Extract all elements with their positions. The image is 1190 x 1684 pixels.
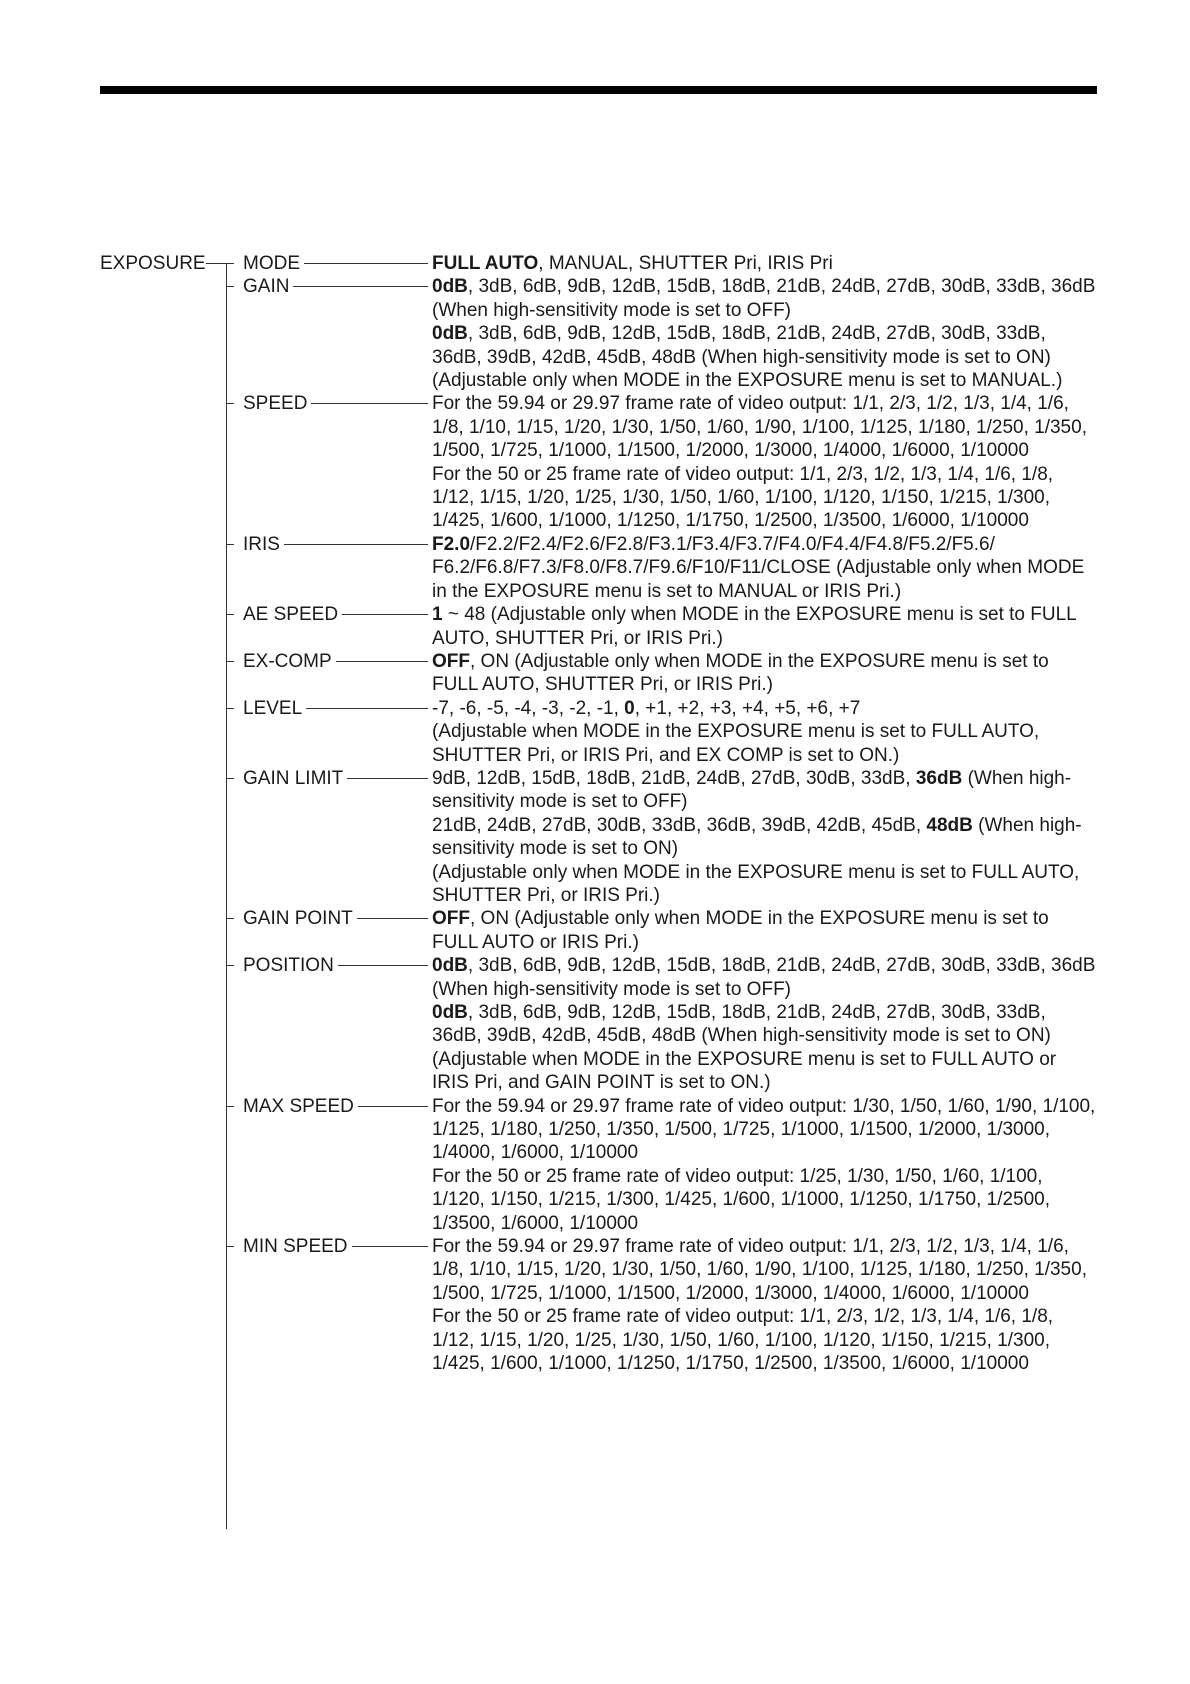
menu-root-label: EXPOSURE [100, 253, 206, 274]
value-paragraph: -7, -6, -5, -4, -3, -2, -1, 0, +1, +2, +3, +4, +5, +6, +7 [432, 697, 861, 719]
menu-item-gain-point [0, 907, 1190, 954]
leader-line [357, 918, 428, 919]
menu-item-label: GAIN [243, 275, 293, 298]
menu-item-values [432, 275, 1097, 392]
leader-line [311, 403, 428, 404]
branch-line [226, 1106, 234, 1107]
value-paragraph: OFF, ON (Adjustable only when MODE in the EXPOSURE menu is set to FULL AUTO, SHUTTER Pri, or IRIS Pri.) [432, 650, 1049, 696]
menu-item-values [432, 252, 1097, 275]
menu-item-speed [0, 392, 1190, 532]
default-value: 0dB [432, 323, 468, 345]
value-paragraph: For the 59.94 or 29.97 frame rate of video output: 1/30, 1/50, 1/60, 1/90, 1/100, 1/125, 1/180, 1/250, 1/350, 1/500, 1/725, 1/1000, 1/1500, 1/2000, 1/3000, 1/4000, 1/6000, 1/10000 [432, 1095, 1096, 1164]
branch-line [226, 286, 234, 287]
value-paragraph: (Adjustable when MODE in the EXPOSURE menu is set to FULL AUTO, SHUTTER Pri, or IRIS Pri, and EX COMP is set to ON.) [432, 721, 1040, 766]
leader-line [293, 286, 428, 287]
menu-item-label: EX-COMP [243, 650, 336, 673]
menu-item-label: GAIN LIMIT [243, 767, 347, 790]
menu-item-label: SPEED [243, 392, 311, 415]
menu-item-label: IRIS [243, 533, 284, 556]
menu-item-label: POSITION [243, 954, 338, 977]
branch-line [226, 614, 234, 615]
leader-line [284, 544, 428, 545]
menu-item-values [432, 1235, 1097, 1375]
default-value: 0dB [432, 276, 468, 298]
leader-line [352, 1246, 428, 1247]
leader-line [347, 778, 428, 779]
menu-item-values [432, 1095, 1097, 1235]
menu-item-values [432, 533, 1097, 603]
branch-line [226, 708, 234, 709]
leader-line [342, 614, 428, 615]
value-paragraph: For the 59.94 or 29.97 frame rate of video output: 1/1, 2/3, 1/2, 1/3, 1/4, 1/6, 1/8, 1/10, 1/15, 1/20, 1/30, 1/50, 1/60, 1/90, 1/100, 1/125, 1/180, 1/250, 1/350, 1/500, 1/725, 1/1000, 1/1500, 1/2000, 1/3000, 1/4000, 1/6000, 1/10000 [432, 1236, 1087, 1304]
branch-line [226, 965, 234, 966]
value-paragraph: 0dB, 3dB, 6dB, 9dB, 12dB, 15dB, 18dB, 21dB, 24dB, 27dB, 30dB, 33dB, 36dB (When high-sensitivity mode is set to OFF) [432, 955, 1096, 1000]
value-paragraph: (Adjustable only when MODE in the EXPOSURE menu is set to FULL AUTO, SHUTTER Pri, or IRIS Pri.) [432, 861, 1080, 906]
default-value: 0dB [432, 1002, 468, 1023]
value-paragraph: 0dB, 3dB, 6dB, 9dB, 12dB, 15dB, 18dB, 21dB, 24dB, 27dB, 30dB, 33dB, 36dB (When high-sensitivity mode is set to OFF) [432, 276, 1096, 321]
menu-item-label: LEVEL [243, 697, 306, 720]
menu-item-ex-comp [0, 650, 1190, 697]
value-paragraph: (Adjustable when MODE in the EXPOSURE menu is set to FULL AUTO or IRIS Pri, and GAIN POINT is set to ON.) [432, 1048, 1057, 1094]
branch-line [226, 544, 234, 545]
menu-item-label: MODE [243, 252, 304, 275]
default-value: F2.0 [432, 533, 471, 555]
menu-item-values [432, 954, 1097, 1094]
value-paragraph: 0dB, 3dB, 6dB, 9dB, 12dB, 15dB, 18dB, 21dB, 24dB, 27dB, 30dB, 33dB, 36dB, 39dB, 42dB, 45dB, 48dB (When high-sensitivity mode is set to ON) [432, 1002, 1051, 1047]
menu-item-label: AE SPEED [243, 603, 342, 626]
menu-item-iris [0, 533, 1190, 603]
menu-item-position [0, 954, 1190, 1094]
menu-item-gain [0, 275, 1190, 392]
leader-line [336, 661, 428, 662]
default-value: 0dB [432, 955, 468, 977]
default-value: OFF [432, 650, 470, 672]
value-paragraph: 0dB, 3dB, 6dB, 9dB, 12dB, 15dB, 18dB, 21dB, 24dB, 27dB, 30dB, 33dB, 36dB, 39dB, 42dB, 45dB, 48dB (When high-sensitivity mode is set to ON) (Adjustable only when MODE in the EXPOSURE menu is set to MANUAL.) [432, 323, 1063, 392]
default-value: FULL AUTO [432, 253, 539, 274]
value-paragraph: For the 59.94 or 29.97 frame rate of video output: 1/1, 2/3, 1/2, 1/3, 1/4, 1/6, 1/8, 1/10, 1/15, 1/20, 1/30, 1/50, 1/60, 1/90, 1/100, 1/125, 1/180, 1/250, 1/350, 1/500, 1/725, 1/1000, 1/1500, 1/2000, 1/3000, 1/4000, 1/6000, 1/10000 [432, 393, 1087, 462]
menu-item-values [432, 697, 1097, 767]
menu-item-values [432, 767, 1097, 907]
menu-item-label: MAX SPEED [243, 1095, 358, 1118]
leader-line [306, 708, 428, 709]
menu-item-values [432, 907, 1097, 954]
header-rule [100, 86, 1097, 94]
menu-item-values [432, 603, 1097, 650]
value-paragraph: For the 50 or 25 frame rate of video output: 1/25, 1/30, 1/50, 1/60, 1/100, 1/120, 1/150, 1/215, 1/300, 1/425, 1/600, 1/1000, 1/1250, 1/1750, 1/2500, 1/3500, 1/6000, 1/10000 [432, 1165, 1051, 1234]
value-paragraph: 1 ~ 48 (Adjustable only when MODE in the EXPOSURE menu is set to FULL AUTO, SHUTTER Pri, or IRIS Pri.) [432, 604, 1077, 649]
value-paragraph: For the 50 or 25 frame rate of video output: 1/1, 2/3, 1/2, 1/3, 1/4, 1/6, 1/8, 1/12, 1/15, 1/20, 1/25, 1/30, 1/50, 1/60, 1/100, 1/120, 1/150, 1/215, 1/300, 1/425, 1/600, 1/1000, 1/1250, 1/1750, 1/2500, 1/3500, 1/6000, 1/10000 [432, 1306, 1054, 1375]
branch-line [226, 403, 234, 404]
branch-line [226, 661, 234, 662]
menu-item-max-speed [0, 1095, 1190, 1235]
menu-item-label: MIN SPEED [243, 1235, 352, 1258]
leader-line [304, 263, 428, 264]
default-value: 36dB [915, 767, 963, 789]
value-paragraph: 21dB, 24dB, 27dB, 30dB, 33dB, 36dB, 39dB, 42dB, 45dB, 48dB (When high-sensitivity mode is set to ON) [432, 814, 1082, 860]
value-paragraph: FULL AUTO, MANUAL, SHUTTER Pri, IRIS Pri [432, 253, 833, 274]
menu-item-values [432, 650, 1097, 697]
default-value: 1 [432, 604, 443, 626]
menu-item-values [432, 392, 1097, 532]
menu-item-ae-speed [0, 603, 1190, 650]
default-value: 48dB [926, 814, 973, 836]
branch-line [226, 778, 234, 779]
leader-line [358, 1106, 428, 1107]
menu-item-gain-limit [0, 767, 1190, 907]
menu-item-level [0, 697, 1190, 767]
value-paragraph: OFF, ON (Adjustable only when MODE in the EXPOSURE menu is set to FULL AUTO or IRIS Pri.) [432, 908, 1049, 953]
value-paragraph: For the 50 or 25 frame rate of video output: 1/1, 2/3, 1/2, 1/3, 1/4, 1/6, 1/8, 1/12, 1/15, 1/20, 1/25, 1/30, 1/50, 1/60, 1/100, 1/120, 1/150, 1/215, 1/300, 1/425, 1/600, 1/1000, 1/1250, 1/1750, 1/2500, 1/3500, 1/6000, 1/10000 [432, 463, 1054, 532]
branch-line [226, 918, 234, 919]
leader-line [338, 965, 428, 966]
menu-item-label: GAIN POINT [243, 907, 357, 930]
default-value: 0 [624, 697, 635, 719]
menu-item-min-speed [0, 1235, 1190, 1375]
value-paragraph: F2.0/F2.2/F2.4/F2.6/F2.8/F3.1/F3.4/F3.7/F4.0/F4.4/F4.8/F5.2/F5.6/ F6.2/F6.8/F7.3/F8.0/F8.7/F9.6/F10/F11/CLOSE (Adjustable only when MODE in the EXPOSURE menu is set to MANUAL or IRIS Pri.) [432, 533, 1085, 602]
value-paragraph: 9dB, 12dB, 15dB, 18dB, 21dB, 24dB, 27dB, 30dB, 33dB, 36dB (When high-sensitivity mode is set to OFF) [432, 767, 1072, 813]
menu-item-mode [0, 252, 1190, 275]
branch-line [226, 1246, 234, 1247]
default-value: OFF [432, 908, 470, 930]
branch-line [226, 263, 234, 264]
